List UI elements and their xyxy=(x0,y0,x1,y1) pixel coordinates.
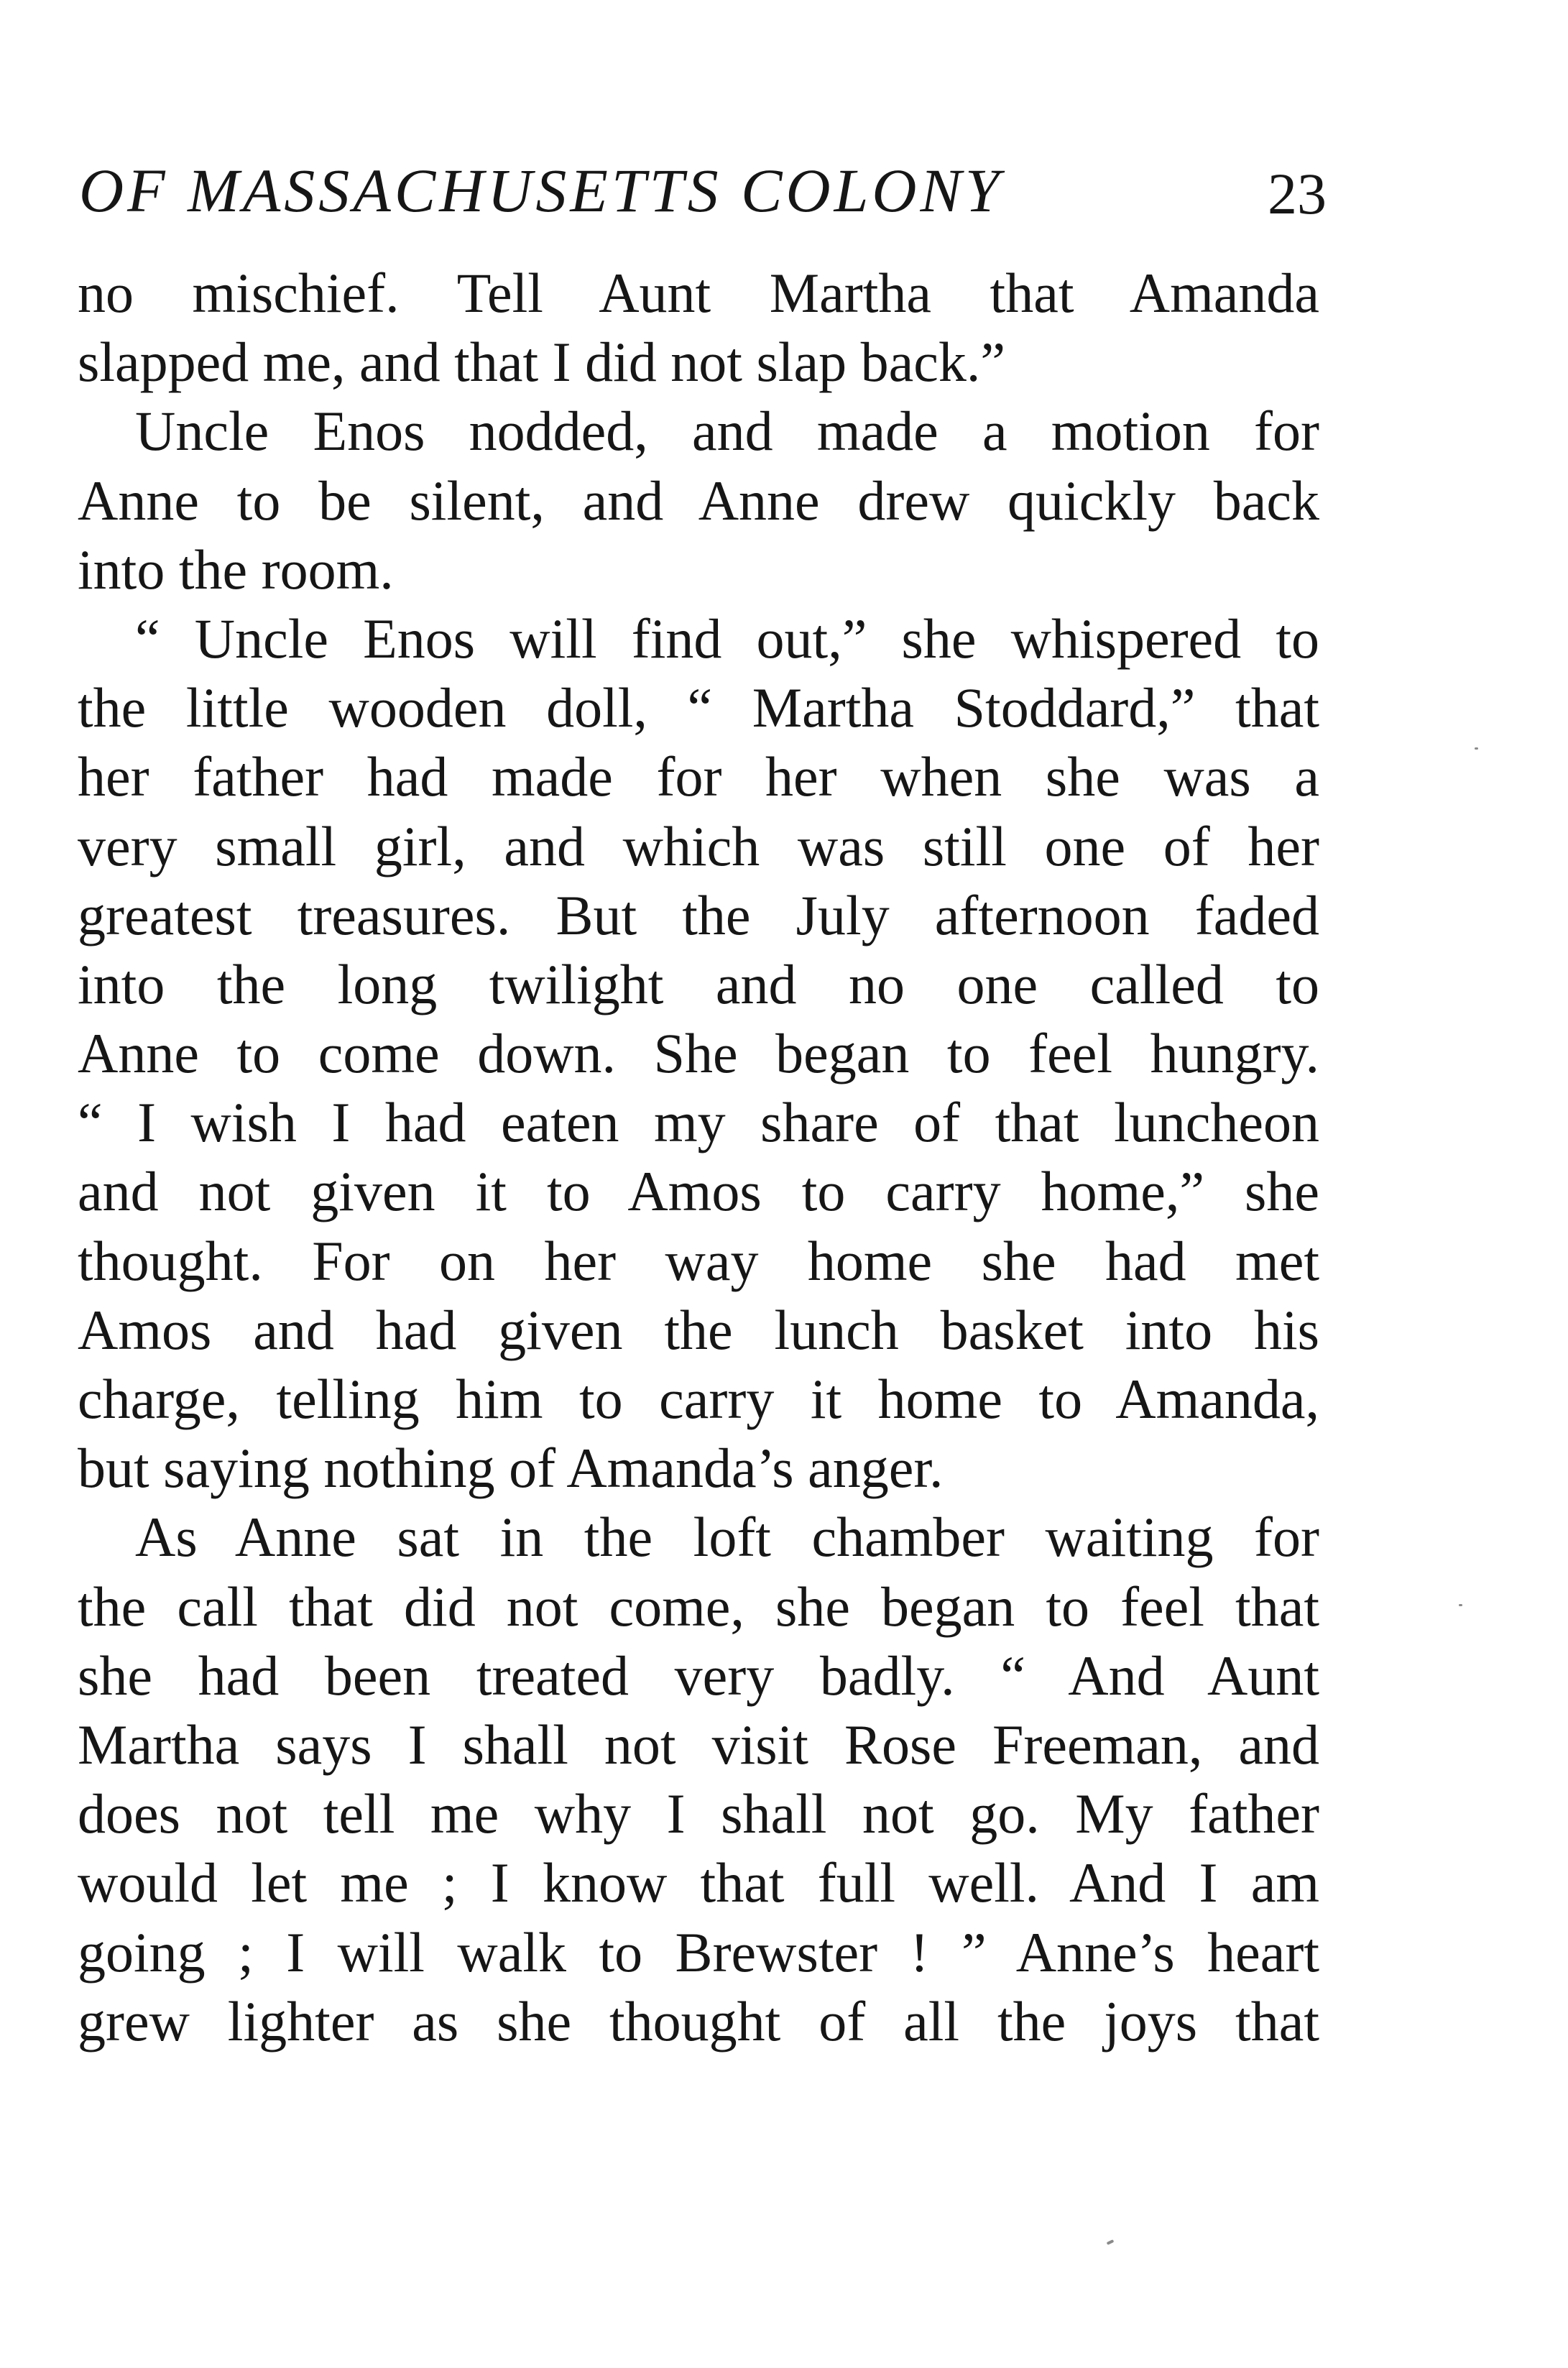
text-line: Anne to come down. She began to feel hungry. xyxy=(78,1022,1319,1085)
running-head xyxy=(79,147,1315,234)
text-line: As Anne sat in the loft chamber waiting for xyxy=(135,1506,1319,1569)
text-line: grew lighter as she thought of all the joys that xyxy=(78,1989,1319,2053)
text-line: very small girl, and which was still one of her xyxy=(78,814,1319,877)
text-line: she had been treated very badly. “ And Aunt xyxy=(78,1644,1319,1707)
text-line: going ; I will walk to Brewster ! ” Anne’s heart xyxy=(78,1920,1319,1984)
running-title: OF MASSACHUSETTS COLONY xyxy=(79,156,1003,225)
text-line: Uncle Enos nodded, and made a motion for xyxy=(135,400,1319,463)
text-line: into the long twilight and no one called to xyxy=(78,952,1319,1015)
text-line: does not tell me why I shall not go. My father xyxy=(78,1782,1319,1846)
text-line: Amos and had given the lunch basket into his xyxy=(78,1298,1319,1361)
paper-speck xyxy=(1475,747,1478,750)
body-text xyxy=(78,259,1319,2056)
paper-speck xyxy=(1459,1604,1462,1606)
text-line: and not given it to Amos to carry home,” she xyxy=(78,1160,1319,1223)
page-number: 23 xyxy=(1268,161,1327,226)
text-line: slapped me, and that I did not slap back.” xyxy=(78,331,1005,394)
text-line: thought. For on her way home she had met xyxy=(78,1229,1319,1292)
text-line: the call that did not come, she began to feel that xyxy=(78,1575,1319,1638)
text-line: her father had made for her when she was a xyxy=(78,745,1319,808)
text-line: Martha says I shall not visit Rose Freeman, and xyxy=(78,1713,1319,1776)
text-line: “ I wish I had eaten my share of that luncheon xyxy=(78,1091,1319,1154)
text-line: “ Uncle Enos will find out,” she whispered to xyxy=(135,607,1319,670)
text-line: but saying nothing of Amanda’s anger. xyxy=(78,1437,944,1500)
text-line: into the room. xyxy=(78,538,394,601)
text-line: no mischief. Tell Aunt Martha that Amanda xyxy=(78,262,1319,324)
paper-speck xyxy=(1107,2239,1115,2245)
text-line: Anne to be silent, and Anne drew quickly back xyxy=(78,469,1319,532)
text-line: the little wooden doll, “ Martha Stoddard,” that xyxy=(78,676,1319,740)
text-line: greatest treasures. But the July afternoon faded xyxy=(78,883,1319,946)
text-line: would let me ; I know that full well. And I am xyxy=(78,1851,1319,1915)
text-line: charge, telling him to carry it home to Amanda, xyxy=(78,1368,1319,1430)
